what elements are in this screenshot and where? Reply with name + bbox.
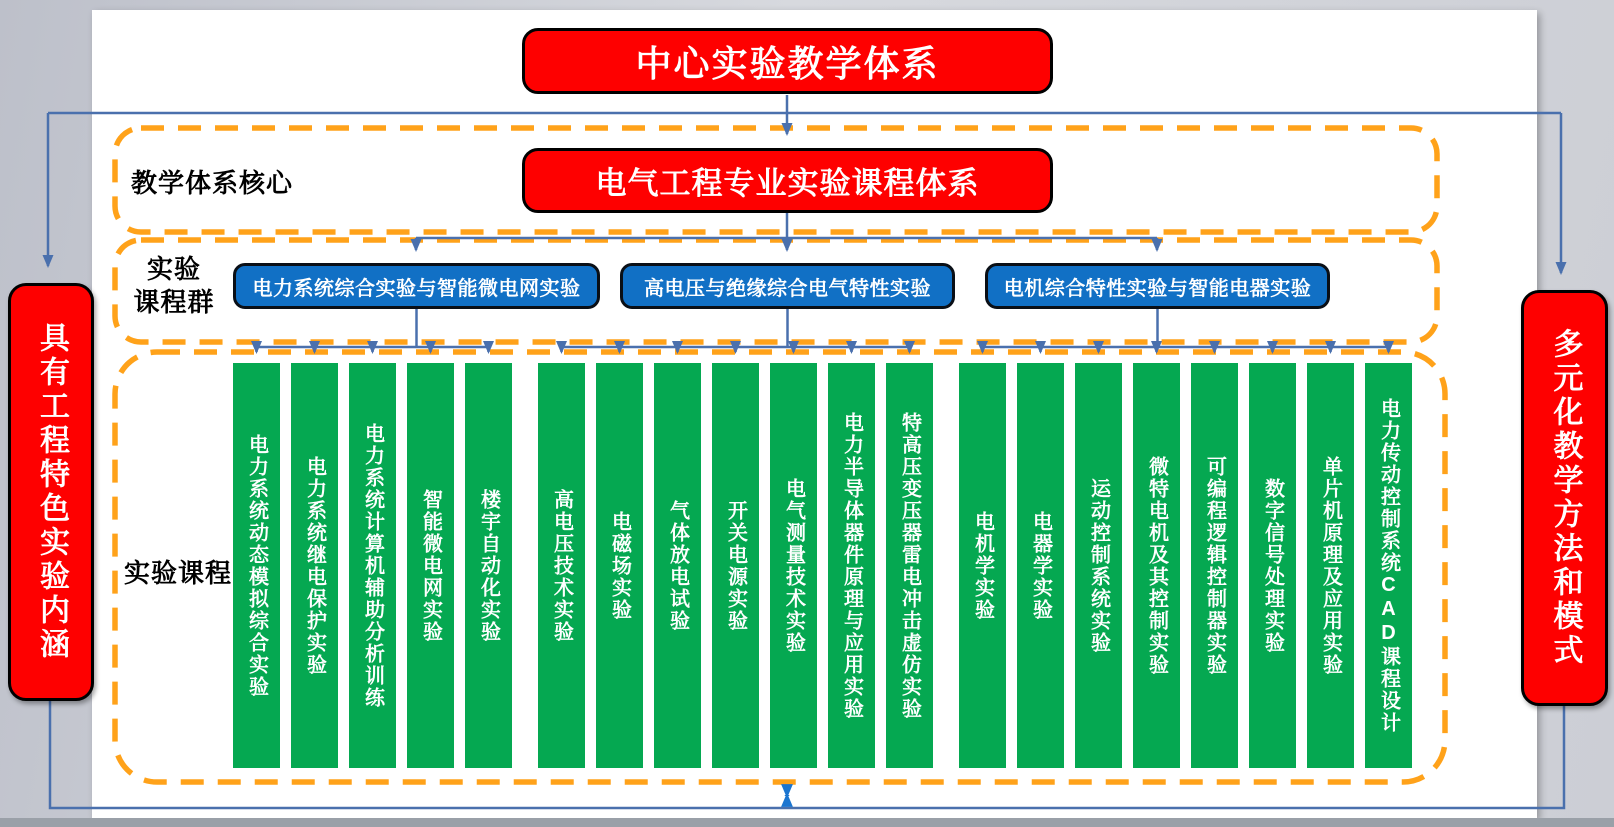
course-column [1191,363,1238,768]
course-column [770,363,817,768]
course-group-section-label [126,253,222,319]
course-column [959,363,1006,768]
course-column-label: 电机学实验 [971,510,994,621]
course-column-label: 单片机原理及应用实验 [1319,455,1342,676]
course-group-box-power-system: 电力系统综合实验与智能微电网实验 [233,263,600,309]
course-column-label: 电力系统计算机辅助分析训练 [361,422,384,709]
course-column [1307,363,1354,768]
course-column-label: 电力系统继电保护实验 [303,455,326,676]
course-column [1133,363,1180,768]
course-column [712,363,759,768]
course-column-label: 可编程逻辑控制器实验 [1203,455,1226,676]
course-column-label: 电力传动控制系统CAD课程设计 [1377,397,1400,734]
right-banner [1521,290,1608,706]
course-group-label-line1: 实验 [146,254,201,284]
course-column [465,363,512,768]
course-column [349,363,396,768]
course-column-label: 楼宇自动化实验 [477,488,500,643]
course-column-label: 开关电源实验 [724,499,747,632]
course-column [291,363,338,768]
core-course-system-box: 电气工程专业实验课程体系 [522,148,1053,213]
course-column-label: 电气测量技术实验 [782,477,805,654]
core-section-label: 教学体系核心 [131,168,294,198]
course-column-label: 气体放电试验 [666,499,689,632]
course-column [1365,363,1412,768]
course-column-label: 电力半导体器件原理与应用实验 [840,411,863,720]
course-column-label: 高电压技术实验 [550,488,573,643]
course-column-label: 智能微电网实验 [419,488,442,643]
course-column-label: 微特电机及其控制实验 [1145,455,1168,676]
course-column-label: 电磁场实验 [608,510,631,621]
left-banner-label: 具有工程特色实验内涵 [35,322,68,662]
course-group-label-line2: 课程群 [133,287,215,317]
courses-section-label: 实验课程 [124,558,233,588]
course-column [1249,363,1296,768]
course-column [233,363,280,768]
course-column [1075,363,1122,768]
course-group-box-motor: 电机综合特性实验与智能电器实验 [985,263,1330,309]
course-column [538,363,585,768]
course-column-label: 运动控制系统实验 [1087,477,1110,654]
course-column [1017,363,1064,768]
course-group-box-high-voltage: 高电压与绝缘综合电气特性实验 [620,263,955,309]
right-banner-label: 多元化教学方法和模式 [1548,328,1582,668]
left-banner [8,283,94,701]
course-column-label: 特高压变压器雷电冲击虚仿实验 [898,411,921,720]
course-column [828,363,875,768]
course-column [596,363,643,768]
bottom-edge-strip [0,818,1614,827]
course-column-label: 电器学实验 [1029,510,1052,621]
course-column [654,363,701,768]
course-column-label: 电力系统动态模拟综合实验 [245,433,268,698]
course-column [886,363,933,768]
course-column-label: 数字信号处理实验 [1261,477,1284,654]
main-title: 中心实验教学体系 [522,28,1053,94]
course-column [407,363,454,768]
